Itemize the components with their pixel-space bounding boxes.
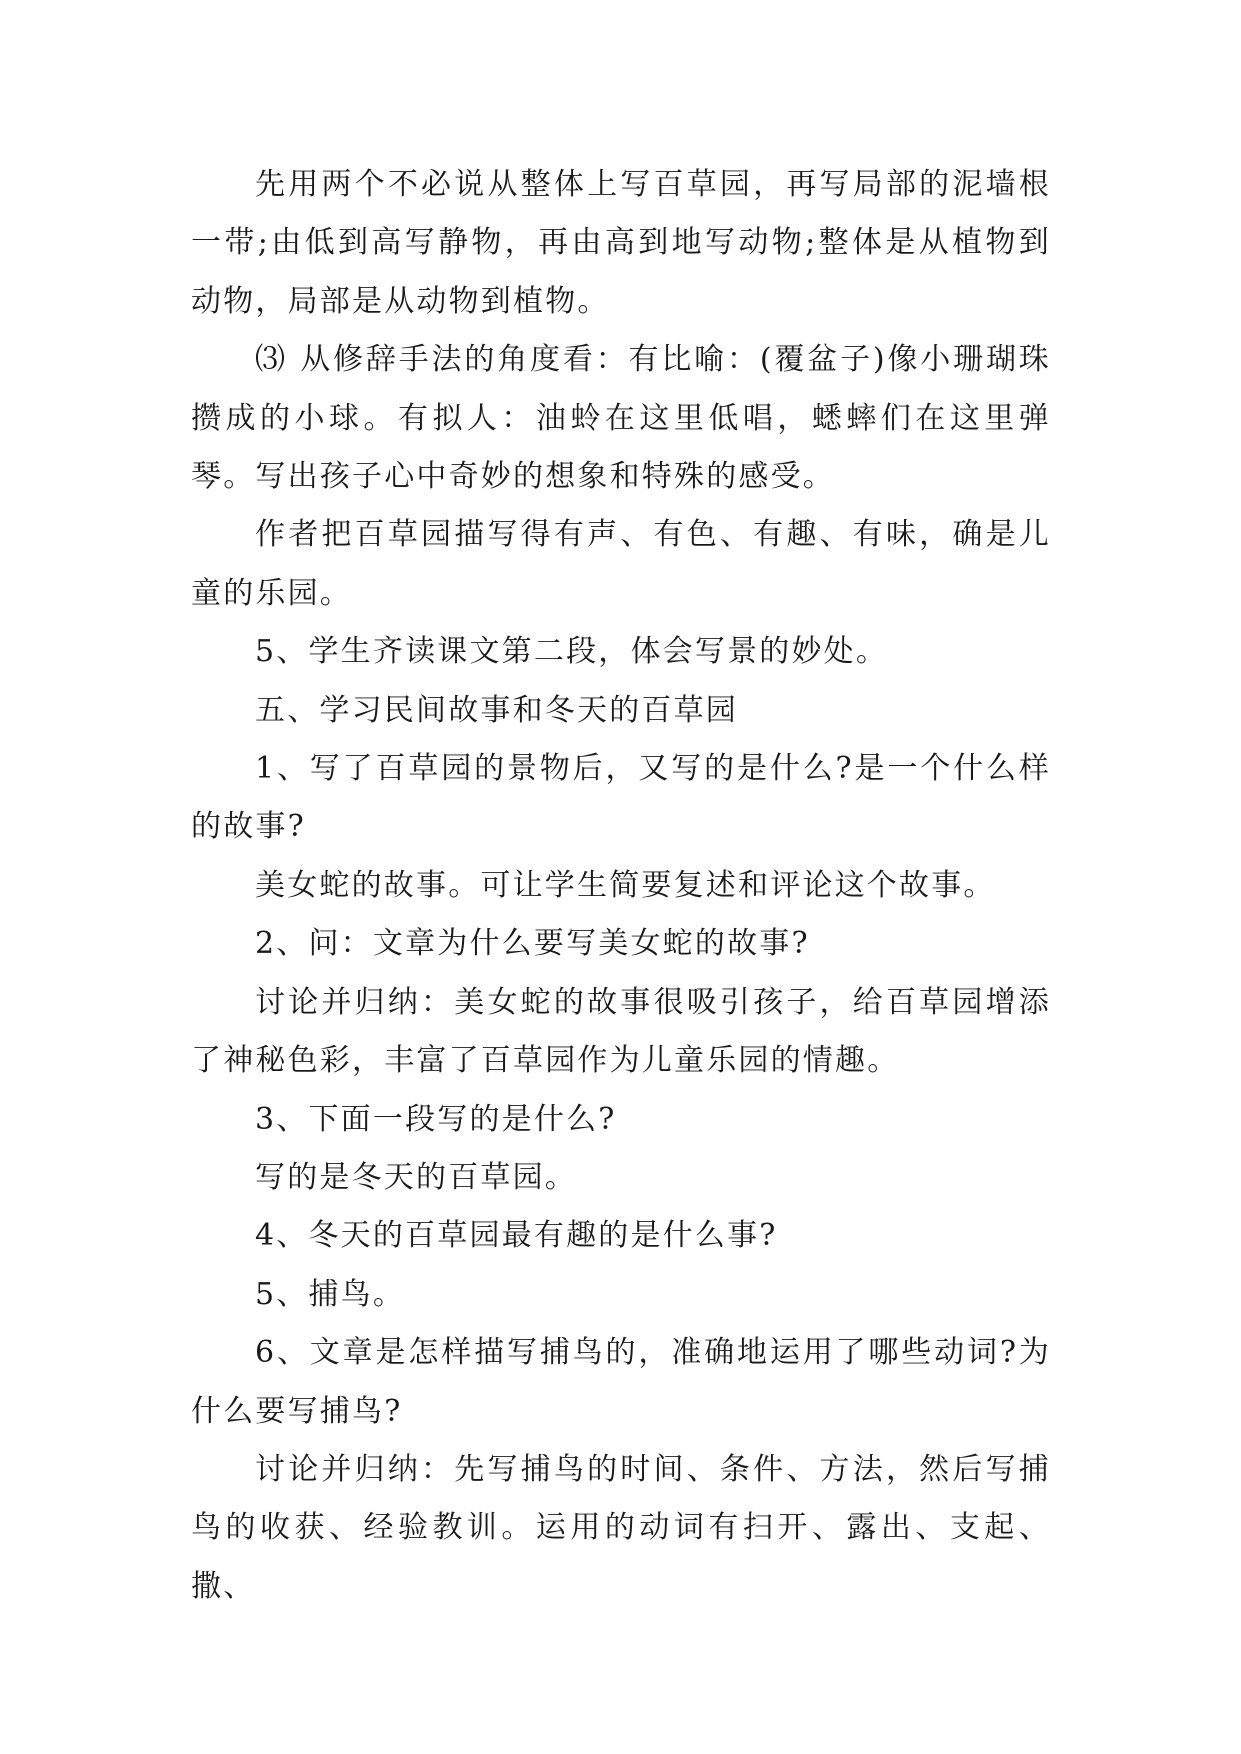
section-heading: 五、学习民间故事和冬天的百草园 bbox=[255, 692, 738, 728]
paragraph: 5、捕鸟。 bbox=[255, 1276, 406, 1312]
paragraph: 5、学生齐读课文第二段，体会写景的妙处。 bbox=[255, 634, 889, 670]
paragraph: 先用两个不必说从整体上写百草园，再写局部的泥墙根一带;由低到高写静物，再由高到地写动物;整体是从植物到动物，局部是从动物到植物。 bbox=[191, 167, 1051, 319]
paragraph: 4、冬天的百草园最有趣的是什么事? bbox=[255, 1218, 778, 1254]
paragraph: 6、文章是怎样描写捕鸟的，准确地运用了哪些动词?为什么要写捕鸟? bbox=[191, 1335, 1051, 1429]
paragraph: 作者把百草园描写得有声、有色、有趣、有味，确是儿童的乐园。 bbox=[191, 517, 1051, 611]
paragraph: 美女蛇的故事。可让学生简要复述和评论这个故事。 bbox=[255, 867, 996, 903]
paragraph: 写的是冬天的百草园。 bbox=[255, 1159, 577, 1195]
paragraph: 1、写了百草园的景物后，又写的是什么?是一个什么样的故事? bbox=[191, 751, 1051, 845]
paragraph: 3、下面一段写的是什么? bbox=[255, 1101, 617, 1137]
paragraph: ⑶ 从修辞手法的角度看：有比喻：(覆盆子)像小珊瑚珠攒成的小球。有拟人：油蛉在这里低唱，蟋蟀们在这里弹琴。写出孩子心中奇妙的想象和特殊的感受。 bbox=[191, 342, 1051, 495]
paragraph: 2、问：文章为什么要写美女蛇的故事? bbox=[255, 926, 810, 962]
paragraph: 讨论并归纳：美女蛇的故事很吸引孩子，给百草园增添了神秘色彩，丰富了百草园作为儿童乐园的情趣。 bbox=[191, 984, 1051, 1079]
document-body bbox=[191, 156, 1051, 1616]
paragraph: 讨论并归纳：先写捕鸟的时间、条件、方法，然后写捕鸟的收获、经验教训。运用的动词有扫开、露出、支起、撒、 bbox=[191, 1451, 1051, 1604]
